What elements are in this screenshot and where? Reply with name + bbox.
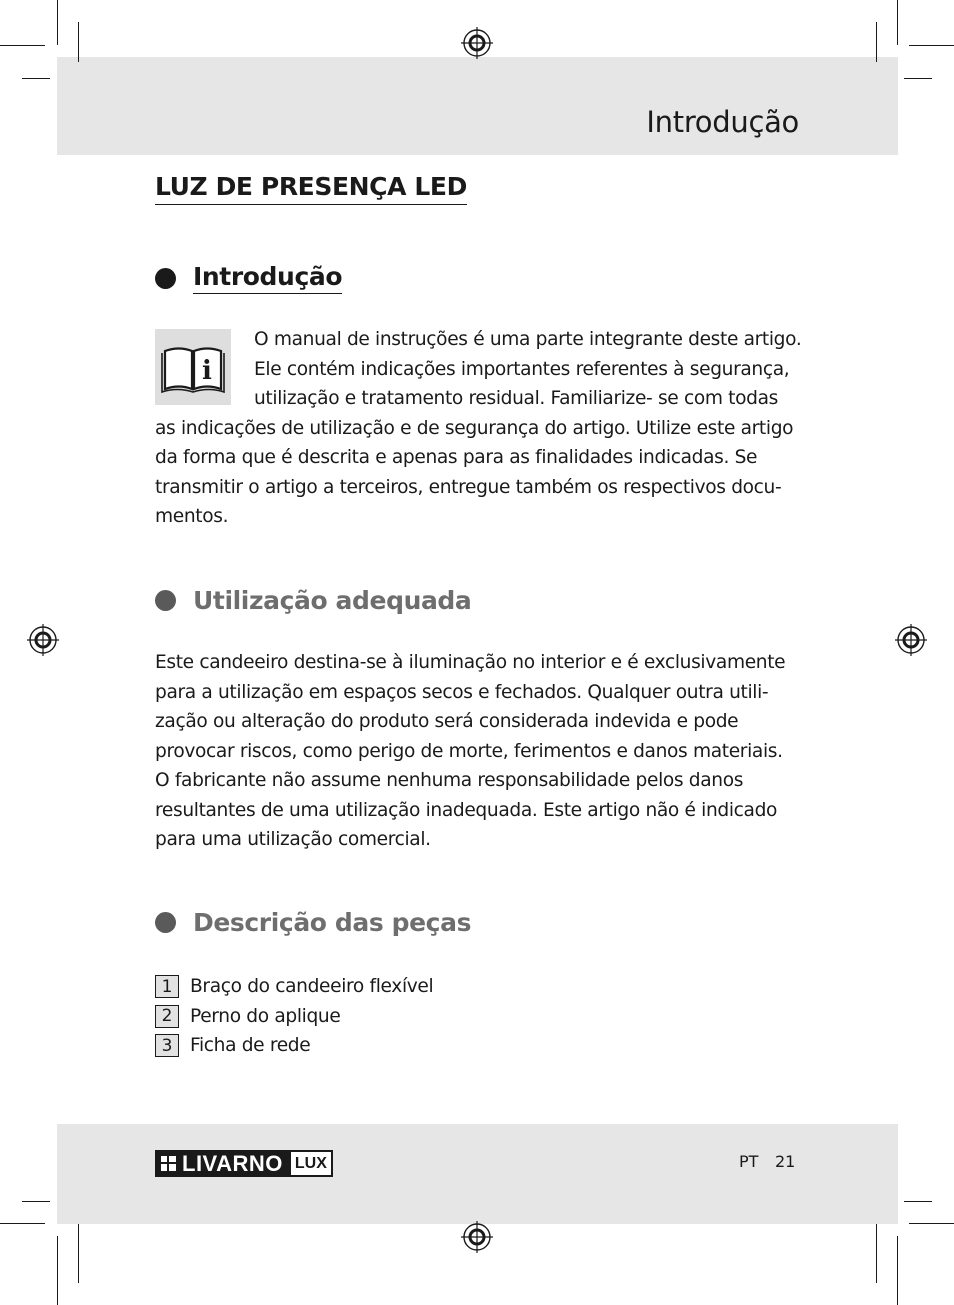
section-title: Utilização adequada	[193, 586, 472, 615]
crop-mark	[876, 22, 877, 62]
part-number: 3	[155, 1034, 179, 1057]
svg-text:i: i	[202, 356, 212, 386]
text-line: da forma que é descrita e apenas para as finalidades indicadas. Se	[155, 447, 758, 468]
text-line: provocar riscos, como perigo de morte, ferimentos e danos materiais.	[155, 740, 783, 762]
text-line: zação ou alteração do produto será considerada indevida e pode	[155, 711, 739, 732]
text-line: O fabricante não assume nenhuma responsabilidade pelos danos	[155, 770, 744, 791]
list-item	[155, 1002, 433, 1032]
part-label: Ficha de rede	[190, 1035, 311, 1057]
parts-list	[155, 972, 433, 1061]
list-item	[155, 972, 433, 1002]
part-label: Braço do candeeiro flexível	[190, 976, 434, 998]
section-heading-introduction	[155, 262, 342, 294]
crop-mark	[57, 0, 58, 45]
crop-mark	[909, 45, 954, 46]
page-number: 21	[775, 1152, 796, 1171]
text-line: Ele contém indicações importantes referentes à segurança,	[254, 358, 790, 380]
crop-mark	[897, 0, 898, 45]
brand-name: LIVARNO	[182, 1150, 283, 1176]
product-title: LUZ DE PRESENÇA LED	[155, 172, 467, 205]
crop-mark	[78, 1224, 79, 1283]
bullet-dot-icon	[155, 268, 176, 289]
crop-mark	[904, 1201, 932, 1202]
text-line: transmitir o artigo a terceiros, entregue também os respectivos docu-	[155, 476, 782, 498]
crop-mark	[876, 1224, 877, 1283]
crop-mark	[0, 1223, 45, 1224]
bullet-dot-icon	[155, 590, 176, 611]
section-title: Introdução	[193, 262, 342, 294]
registration-mark-icon	[895, 624, 927, 656]
brand-mark-icon	[161, 1156, 176, 1171]
page-header-title: Introdução	[646, 105, 799, 139]
registration-mark-icon	[461, 1221, 493, 1253]
text-line: as indicações de utilização e de segurança do artigo. Utilize este artigo	[155, 417, 794, 439]
section-heading-intended-use	[155, 586, 471, 615]
brand-logo-main	[155, 1150, 289, 1177]
list-item	[155, 1031, 433, 1061]
crop-mark	[57, 1236, 58, 1305]
intended-use-paragraph	[155, 648, 805, 855]
crop-mark	[904, 78, 932, 79]
text-line: resultantes de uma utilização inadequada. Este artigo não é indicado	[155, 799, 778, 821]
part-number: 1	[155, 975, 179, 998]
crop-mark	[0, 45, 45, 46]
bullet-dot-icon	[155, 912, 176, 933]
part-label: Perno do aplique	[190, 1005, 341, 1027]
section-title: Descrição das peças	[193, 908, 472, 937]
crop-mark	[909, 1223, 954, 1224]
brand-logo	[155, 1150, 333, 1177]
crop-mark	[897, 1236, 898, 1305]
text-line: para a utilização em espaços secos e fechados. Qualquer outra utili-	[155, 681, 769, 703]
crop-mark	[22, 78, 50, 79]
text-line: Este candeeiro destina-se à iluminação no interior e é exclusivamente	[155, 652, 786, 673]
text-line: O manual de instruções é uma parte integrante deste artigo.	[254, 329, 802, 350]
introduction-paragraph	[155, 325, 805, 532]
crop-mark	[78, 22, 79, 62]
crop-mark	[22, 1201, 50, 1202]
language-code: PT	[739, 1152, 759, 1171]
section-heading-parts-description	[155, 908, 471, 937]
part-number: 2	[155, 1005, 179, 1028]
registration-mark-icon	[461, 27, 493, 59]
registration-mark-icon	[27, 624, 59, 656]
text-line: mentos.	[155, 506, 229, 527]
text-line: utilização e tratamento residual. Familiarize- se com todas	[254, 388, 778, 409]
text-line: para uma utilização comercial.	[155, 829, 431, 850]
brand-suffix: LUX	[289, 1150, 333, 1177]
